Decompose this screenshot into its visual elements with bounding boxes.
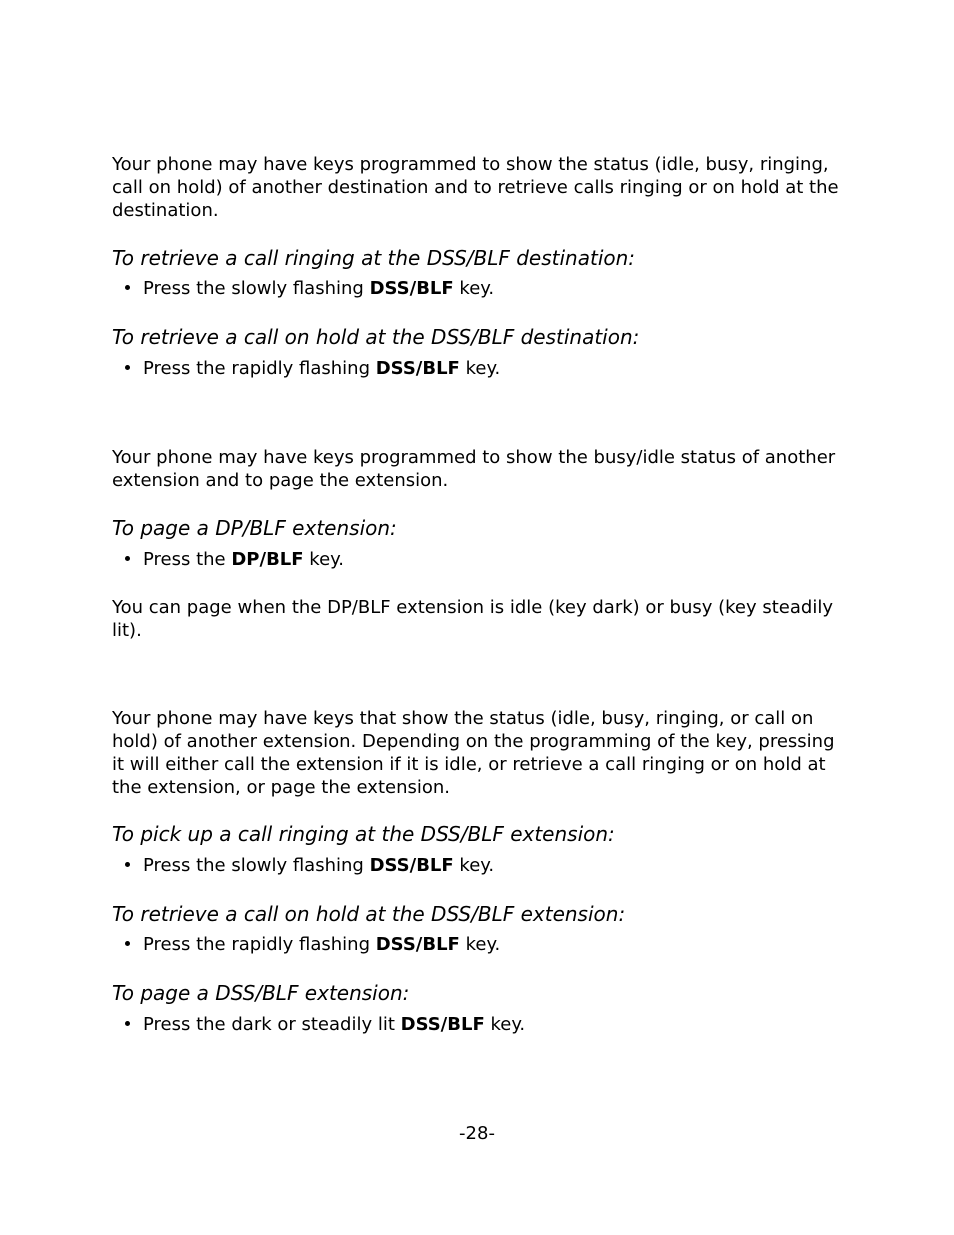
bullet-icon	[125, 1021, 130, 1026]
bullet-icon	[125, 556, 130, 561]
page-dss-blf-heading: To page a DSS/BLF extension:	[112, 981, 410, 1005]
retrieve-hold-extension-heading: To retrieve a call on hold at the DSS/BLF extension:	[112, 902, 626, 926]
list-item: Press the slowly flashing DSS/BLF key.	[125, 277, 494, 300]
page-number: -28-	[459, 1123, 495, 1144]
list-item: Press the rapidly flashing DSS/BLF key.	[125, 933, 500, 956]
dss-extension-intro: Your phone may have keys that show the status (idle, busy, ringing, or call on hold) of another extension. Depending on the programming of the key, pressing it will either call the extension if it is idle, or retrieve a call ringing or on hold at the extension, or page the extension.	[112, 708, 835, 798]
bullet-icon	[125, 365, 130, 370]
dp-blf-note: You can page when the DP/BLF extension is idle (key dark) or busy (key steadily lit).	[112, 597, 833, 641]
bullet-icon	[125, 285, 130, 290]
list-item: Press the dark or steadily lit DSS/BLF key.	[125, 1013, 525, 1036]
retrieve-ringing-destination-heading: To retrieve a call ringing at the DSS/BLF destination:	[112, 246, 636, 270]
list-item: Press the slowly flashing DSS/BLF key.	[125, 854, 494, 877]
page-dp-blf-heading: To page a DP/BLF extension:	[112, 516, 397, 540]
pickup-ringing-extension-heading: To pick up a call ringing at the DSS/BLF extension:	[112, 822, 615, 846]
bullet-icon	[125, 862, 130, 867]
bullet-icon	[125, 941, 130, 946]
list-item: Press the DP/BLF key.	[125, 548, 344, 571]
dp-blf-intro: Your phone may have keys programmed to show the busy/idle status of another extension and to page the extension.	[112, 447, 836, 491]
dss-destination-intro: Your phone may have keys programmed to show the status (idle, busy, ringing, call on hold) of another destination and to retrieve calls ringing or on hold at the destination.	[112, 154, 839, 221]
list-item: Press the rapidly flashing DSS/BLF key.	[125, 357, 500, 380]
retrieve-hold-destination-heading: To retrieve a call on hold at the DSS/BLF destination:	[112, 325, 640, 349]
